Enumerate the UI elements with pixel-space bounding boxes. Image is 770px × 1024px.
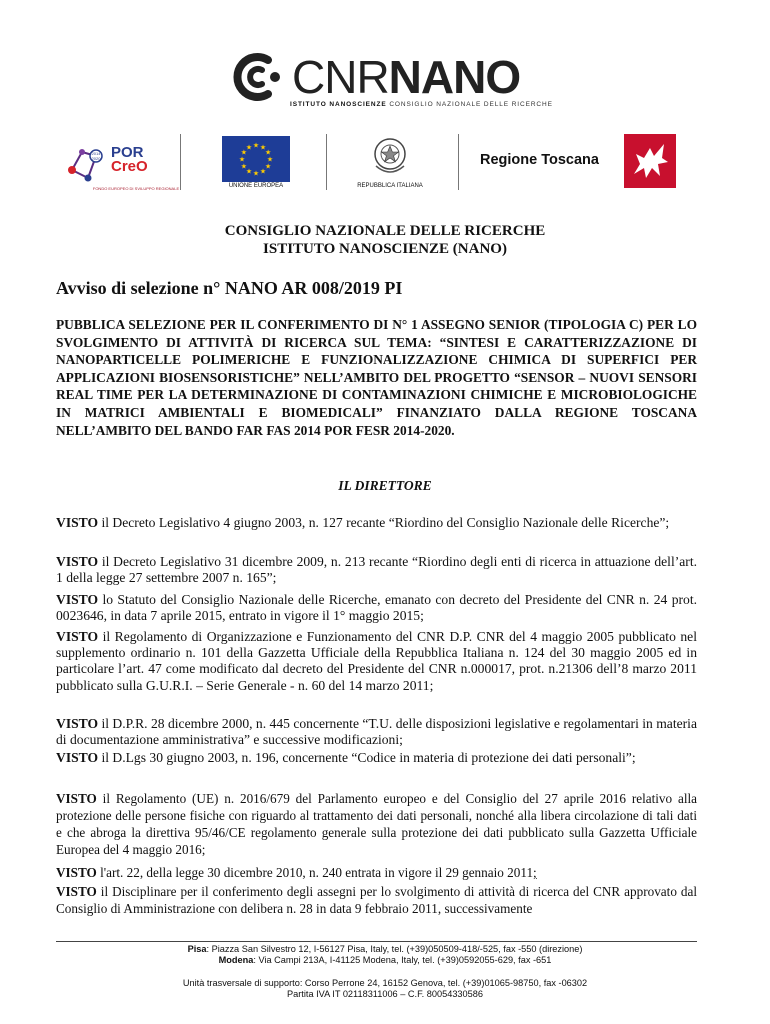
visto-paragraph: VISTO il Regolamento di Organizzazione e Funzionamento del CNR D.P. CNR del 4 maggio 2005 pubblicato nel supplemento ordinario n. 101 della Gazzetta Ufficiale della Repubblica Italiana n. 124 del 30 maggio 2005 ed in particolare l’art. 47 come modificato dal decreto del Presidente del CNR n.000017, prot. n.21306 dell’8 marzo 2011 pubblicato sulla G.U.R.I. – Serie Generale - n. 60 del 14 marzo 2011;: [56, 629, 697, 693]
footer-vat: Partita IVA IT 02118311006 – C.F. 80054330586: [287, 989, 483, 999]
footer-pisa: Pisa: Piazza San Silvestro 12, I-56127 Pisa, Italy, tel. (+39)050509-418/-525, fax -550 (direzione): [187, 944, 583, 954]
logo-divider: [458, 134, 459, 190]
partner-logos: [56, 132, 706, 194]
footer-modena: Modena: Via Campi 213A, I-41125 Modena, Italy, tel. (+39)0592055-629, fax -651: [218, 955, 552, 965]
eu-star-icon: ★: [238, 155, 246, 164]
cnr-nano-subtitle: ISTITUTO NANOSCIENZE CONSIGLIO NAZIONALE DELLE RICERCHE: [290, 101, 553, 108]
logo-divider: [326, 134, 327, 190]
eu-caption: UNIONE EUROPEA: [228, 183, 284, 189]
italy-caption: REPUBBLICA ITALIANA: [357, 183, 423, 189]
toscana-pegasus-icon: [624, 134, 676, 188]
eu-star-icon: ★: [245, 143, 253, 152]
logo-divider: [180, 134, 181, 190]
eu-star-icon: ★: [240, 148, 248, 157]
svg-text:2020: 2020: [91, 156, 101, 161]
director-heading: IL DIRETTORE: [338, 478, 432, 493]
notice-subject: PUBBLICA SELEZIONE PER IL CONFERIMENTO DI N° 1 ASSEGNO SENIOR (TIPOLOGIA C) PER LO SVOLGIMENTO DI ATTIVITÀ DI RICERCA SUL TEMA: “SINTESI E CARATTERIZZAZIONE DI NANOPARTICELLE POLIMERICHE E FUNZIONALIZZAZIONE CHIMICA DI SUPERFICI PER APPLICAZIONI BIOSENSORISTICHE” NELL’AMBITO DEL PROGETTO “SENSOR – NUOVI SENSORI REAL TIME PER LA DETERMINAZIONE DI CONTAMINAZIONI CHIMICHE E MICROBIOLOGICHE IN MATRICI AMBIENTALI E BIOMEDICALI” FINANZIATO DALLA REGIONE TOSCANA NELL’AMBITO DEL BANDO FAR FAS 2014 POR FESR 2014-2020.: [56, 317, 697, 438]
por-caption: FONDO EUROPEO DI SVILUPPO REGIONALE: [92, 186, 180, 191]
org-title-line2: ISTITUTO NANOSCIENZE (NANO): [263, 241, 507, 257]
visto-paragraph: VISTO il Decreto Legislativo 4 giugno 2003, n. 127 recante “Riordino del Consiglio Nazionale delle Ricerche”;: [56, 515, 670, 530]
cnr-nano-wordmark: CNRNANO: [292, 51, 521, 103]
visto-paragraph: VISTO il Disciplinare per il conferimento degli assegni per lo svolgimento di attività di ricerca del CNR approvato dal Consiglio di Amministrazione con delibera n. 28 in data 9 febbraio 2011, successivamente: [56, 884, 697, 916]
visto-paragraph: VISTO il Decreto Legislativo 31 dicembre 2009, n. 213 recante “Riordino degli enti di ricerca in attuazione dell’art. 1 della legge 27 settembre 2007 n. 165”;: [56, 554, 697, 586]
footer-genova: Unità trasversale di supporto: Corso Perrone 24, 16152 Genova, tel. (+39)01065-98750, fax -06302: [182, 978, 588, 988]
footer-divider: [56, 941, 697, 942]
eu-star-icon: ★: [259, 167, 267, 176]
cnr-swirl-icon: [228, 52, 286, 102]
eu-star-icon: ★: [259, 143, 267, 152]
notice-title: Avviso di selezione n° NANO AR 008/2019 PI: [56, 278, 403, 298]
por-creo-wordmark: POR CreO: [111, 144, 148, 175]
eu-star-icon: ★: [240, 162, 248, 171]
visto-paragraph: VISTO il D.P.R. 28 dicembre 2000, n. 445 concernente “T.U. delle disposizioni legislative e regolamentari in materia di documentazione amministrativa” e successive modificazioni;: [56, 716, 697, 748]
visto-paragraph: VISTO il D.Lgs 30 giugno 2003, n. 196, concernente “Codice in materia di protezione dei dati personali”;: [56, 750, 636, 765]
italian-emblem-icon: [370, 134, 410, 178]
por-network-icon: [66, 142, 110, 186]
regione-toscana-label: Regione Toscana: [480, 152, 599, 168]
visto-paragraph: VISTO il Regolamento (UE) n. 2016/679 del Parlamento europeo e del Consiglio del 27 aprile 2016 relativo alla protezione delle persone fisiche con riguardo al trattamento dei dati personali, nonché alla libera circolazione di tali dati e che abroga la direttiva 95/46/CE regolamento generale sulla protezione dei dati pubblicato sulla Gazzetta Ufficiale Europea del 4 maggio 2016;: [56, 791, 697, 857]
visto-paragraph: VISTO l'art. 22, della legge 30 dicembre 2010, n. 240 entrata in vigore il 29 gennaio 2011;: [56, 865, 537, 880]
por-creo-logo: [66, 142, 196, 190]
svg-text:2014: 2014: [91, 151, 101, 156]
eu-star-icon: ★: [252, 169, 260, 178]
eu-star-icon: ★: [266, 155, 274, 164]
eu-flag-icon: [222, 136, 290, 182]
eu-star-icon: ★: [252, 141, 260, 150]
visto-paragraph: VISTO lo Statuto del Consiglio Nazionale delle Ricerche, emanato con decreto del Presidente del CNR n. 24 prot. 0023646, in data 7 aprile 2015, entrato in vigore il 1° maggio 2015;: [56, 592, 697, 624]
cnr-nano-logo: [228, 51, 553, 114]
org-title-line1: CONSIGLIO NAZIONALE DELLE RICERCHE: [224, 223, 546, 239]
eu-star-icon: ★: [264, 162, 272, 171]
eu-star-icon: ★: [264, 148, 272, 157]
eu-star-icon: ★: [245, 167, 253, 176]
